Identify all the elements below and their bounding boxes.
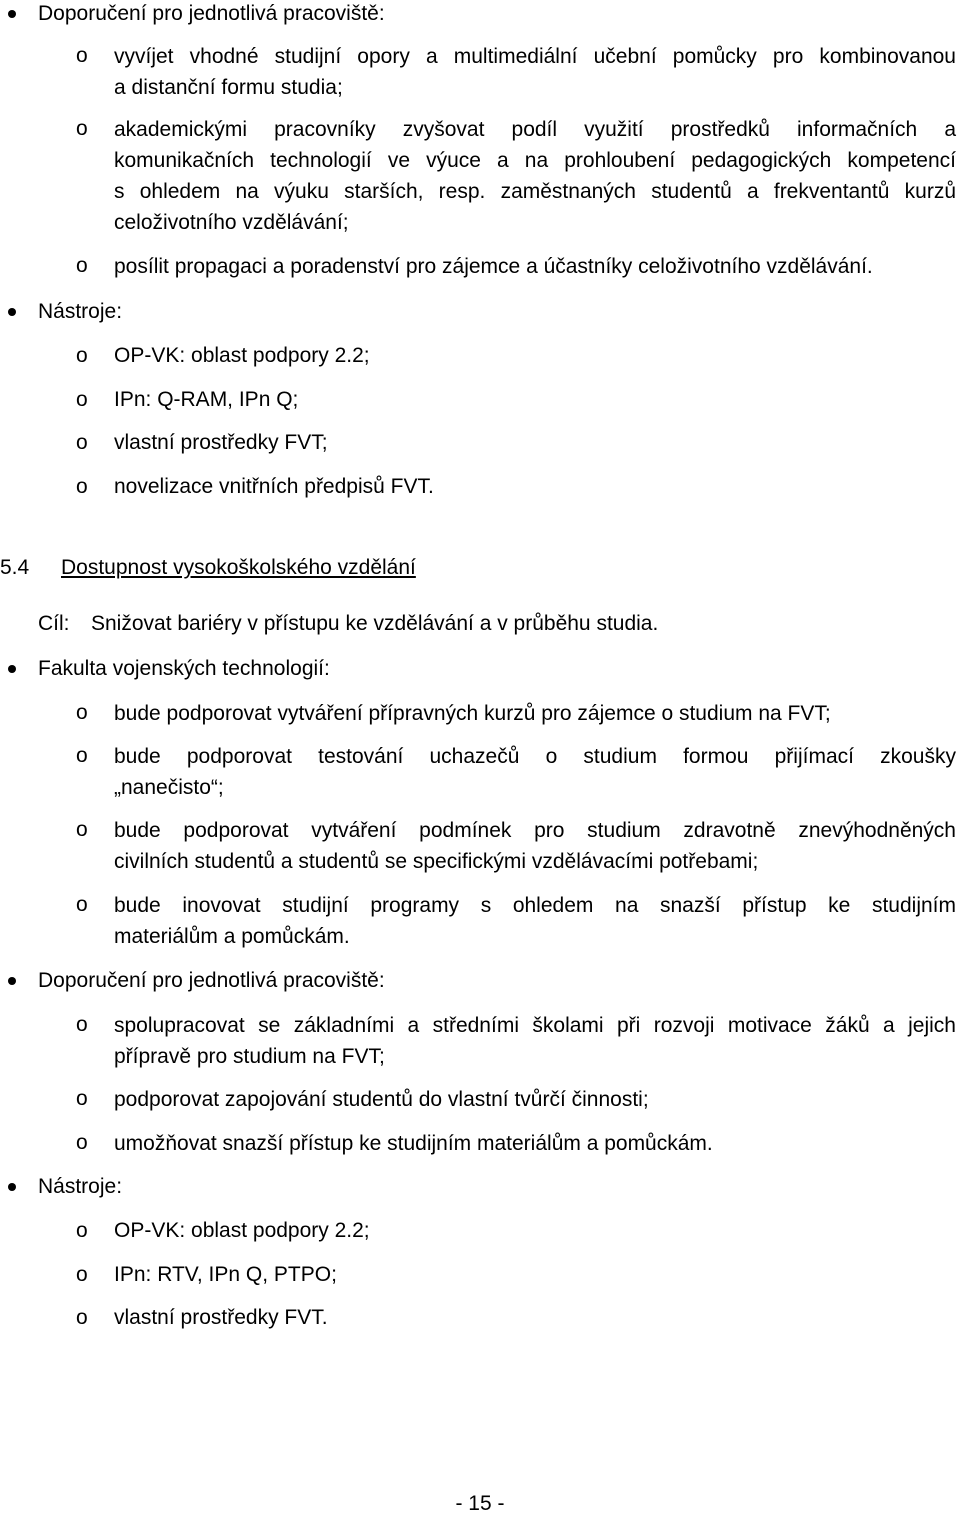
tools-item: IPn: Q-RAM, IPn Q;: [114, 388, 299, 411]
list-item-line: bude podporovat testování uchazečů o studium formou přijímací zkoušky: [114, 745, 956, 768]
list-item: [114, 741, 956, 803]
tools-item: vlastní prostředky FVT;: [114, 431, 328, 454]
list-item: [114, 698, 956, 729]
list-item-line: vyvíjet vhodné studijní opory a multimediální učební pomůcky pro kombinovanou: [114, 45, 956, 68]
bullet-icon: [8, 308, 16, 316]
list-item-line: komunikačních technologií ve výuce a na prohloubení pedagogických kompetencí: [114, 149, 956, 172]
list-item-line: materiálům a pomůckám.: [114, 925, 350, 948]
tools-item: IPn: RTV, IPn Q, PTPO;: [114, 1263, 337, 1286]
list-item-line: bude podporovat vytváření přípravných kurzů pro zájemce o studium na FVT;: [114, 702, 831, 725]
sub-bullet-marker: o: [76, 1087, 88, 1110]
sub-bullet-marker: o: [76, 744, 88, 767]
list-item-line: přípravě pro studium na FVT;: [114, 1045, 385, 1068]
list-item: [114, 815, 956, 877]
list-item-line: s ohledem na výuku starších, resp. zaměstnaných studentů a frekventantů kurzů: [114, 180, 956, 203]
tools-heading: Nástroje:: [38, 1175, 123, 1198]
bullet-icon: [8, 1183, 16, 1191]
list-item: [114, 251, 956, 282]
list-item: [114, 890, 956, 952]
recommendations-heading: Doporučení pro jednotlivá pracoviště:: [38, 969, 385, 992]
section-title: Dostupnost vysokoškolského vzdělání: [61, 556, 416, 579]
list-item-line: umožňovat snazší přístup ke studijním materiálům a pomůckám.: [114, 1132, 713, 1155]
sub-bullet-marker: o: [76, 1263, 88, 1286]
sub-bullet-marker: o: [76, 1131, 88, 1154]
bullet-icon: [8, 10, 16, 18]
list-item-line: a distanční formu studia;: [114, 76, 343, 99]
list-item-line: „nanečisto“;: [114, 776, 224, 799]
faculty-heading: Fakulta vojenských technologií:: [38, 657, 330, 680]
section-number: 5.4: [0, 556, 30, 579]
tools-heading: Nástroje:: [38, 300, 123, 323]
list-item-line: posílit propagaci a poradenství pro zájemce a účastníky celoživotního vzdělávání.: [114, 255, 873, 278]
page-number: - 15 -: [455, 1492, 505, 1515]
sub-bullet-marker: o: [76, 344, 88, 367]
goal-text: Snižovat bariéry v přístupu ke vzdělávání a v průběhu studia.: [91, 612, 659, 635]
list-item-line: akademickými pracovníky zvyšovat podíl využití prostředků informačních a: [114, 118, 956, 141]
sub-bullet-marker: o: [76, 44, 88, 67]
list-item-line: celoživotního vzdělávání;: [114, 211, 349, 234]
sub-bullet-marker: o: [76, 1013, 88, 1036]
sub-bullet-marker: o: [76, 254, 88, 277]
sub-bullet-marker: o: [76, 475, 88, 498]
bullet-icon: [8, 665, 16, 673]
list-item: [114, 1010, 956, 1072]
bullet-icon: [8, 977, 16, 985]
list-item-line: podporovat zapojování studentů do vlastní tvůrčí činnosti;: [114, 1088, 649, 1111]
list-item-line: civilních studentů a studentů se specifickými vzdělávacími potřebami;: [114, 850, 759, 873]
sub-bullet-marker: o: [76, 431, 88, 454]
sub-bullet-marker: o: [76, 818, 88, 841]
sub-bullet-marker: o: [76, 1306, 88, 1329]
list-item-line: spolupracovat se základními a středními školami při rozvoji motivace žáků a jejich: [114, 1014, 956, 1037]
list-item: [114, 1084, 956, 1115]
sub-bullet-marker: o: [76, 701, 88, 724]
tools-item: OP-VK: oblast podpory 2.2;: [114, 344, 370, 367]
recommendations-heading: Doporučení pro jednotlivá pracoviště:: [38, 2, 385, 25]
tools-item: novelizace vnitřních předpisů FVT.: [114, 475, 434, 498]
list-item: [114, 41, 956, 103]
list-item: [114, 114, 956, 238]
list-item-line: bude podporovat vytváření podmínek pro studium zdravotně znevýhodněných: [114, 819, 956, 842]
sub-bullet-marker: o: [76, 388, 88, 411]
tools-item: OP-VK: oblast podpory 2.2;: [114, 1219, 370, 1242]
sub-bullet-marker: o: [76, 117, 88, 140]
goal-label: Cíl:: [38, 612, 70, 635]
tools-item: vlastní prostředky FVT.: [114, 1306, 328, 1329]
list-item-line: bude inovovat studijní programy s ohledem na snazší přístup ke studijním: [114, 894, 956, 917]
sub-bullet-marker: o: [76, 893, 88, 916]
sub-bullet-marker: o: [76, 1219, 88, 1242]
list-item: [114, 1128, 956, 1159]
